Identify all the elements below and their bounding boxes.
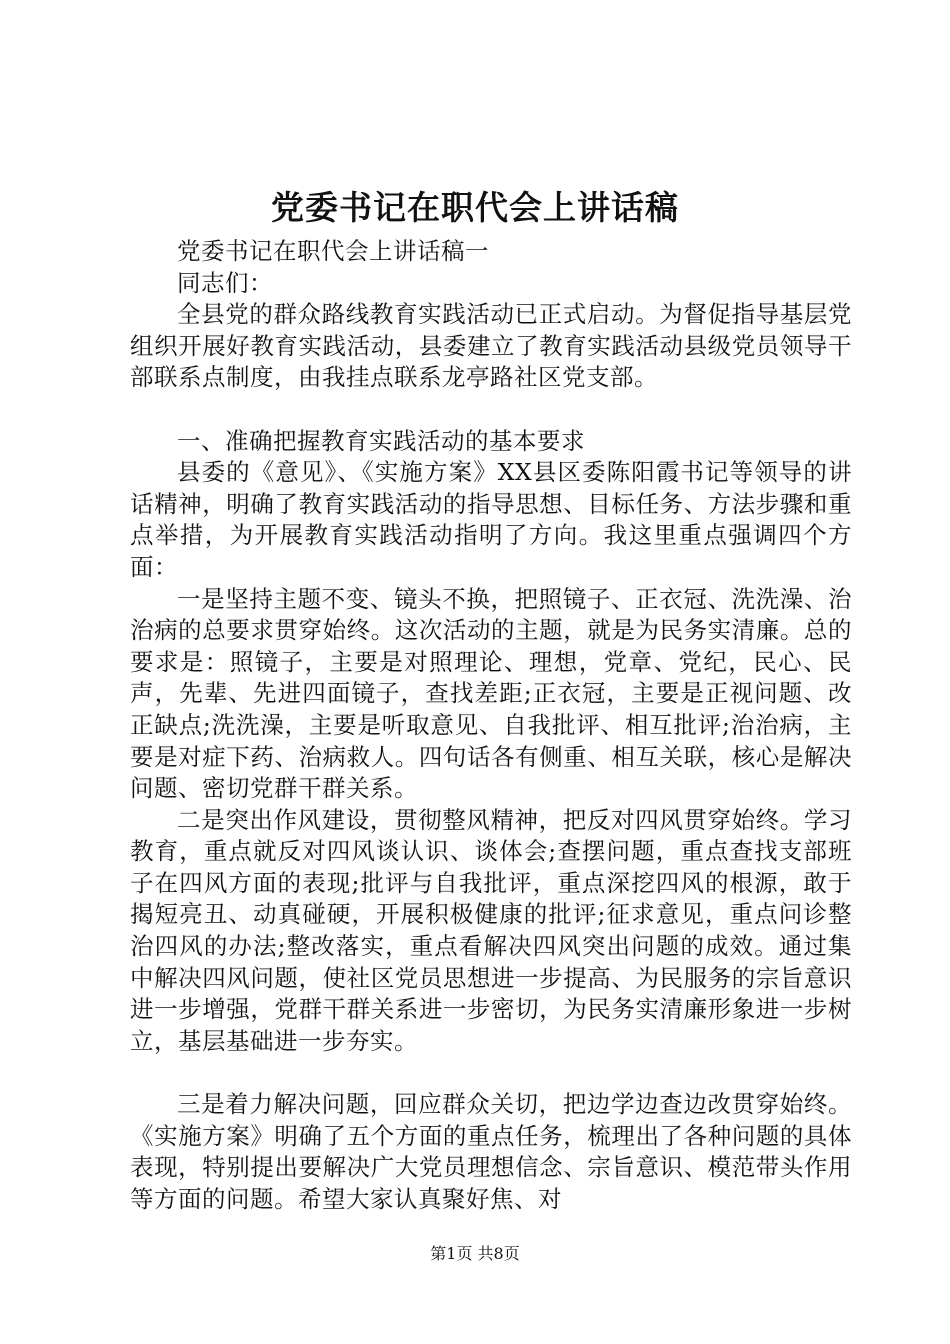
paragraph-requirements: 县委的《意见》、《实施方案》XX县区委陈阳霞书记等领导的讲话精神，明确了教育实践活动的指导思想、目标任务、方法步骤和重点举措，为开展教育实践活动指明了方向。我这里重点强调四个方面： bbox=[130, 458, 852, 581]
paragraph-intro: 全县党的群众路线教育实践活动已正式启动。为督促指导基层党组织开展好教育实践活动，县委建立了教育实践活动县级党员领导干部联系点制度，由我挂点联系龙亭路社区党支部。 bbox=[130, 300, 852, 392]
page-number-footer: 第1页 共8页 bbox=[430, 1244, 520, 1263]
paragraph-point-2: 二是突出作风建设，贯彻整风精神，把反对四风贯穿始终。学习教育，重点就反对四风谈认识、谈体会;查摆问题，重点查找支部班子在四风方面的表现;批评与自我批评，重点深挖四风的根源，敢于揭短亮丑、动真碰硬，开展积极健康的批评;征求意见，重点问诊整治四风的办法;整改落实，重点看解决四风突出问题的成效。通过集中解决四风问题，使社区党员思想进一步提高、为民服务的宗旨意识进一步增强，党群干群关系进一步密切，为民务实清廉形象进一步树立，基层基础进一步夯实。 bbox=[130, 805, 852, 1055]
document-title: 党委书记在职代会上讲话稿 bbox=[271, 188, 679, 227]
paragraph-subtitle: 党委书记在职代会上讲话稿一 bbox=[177, 237, 489, 265]
paragraph-point-1: 一是坚持主题不变、镜头不换，把照镜子、正衣冠、洗洗澡、治治病的总要求贯穿始终。这次活动的主题，就是为民务实清廉。总的要求是：照镜子，主要是对照理论、理想，党章、党纪，民心、民声，先辈、先进四面镜子，查找差距;正衣冠，主要是正视问题、改正缺点;洗洗澡，主要是听取意见、自我批评、相互批评;治治病，主要是对症下药、治病救人。四句话各有侧重、相互关联，核心是解决问题、密切党群干群关系。 bbox=[130, 584, 852, 803]
paragraph-salutation: 同志们： bbox=[177, 268, 273, 297]
paragraph-point-3: 三是着力解决问题，回应群众关切，把边学边查边改贯穿始终。《实施方案》明确了五个方面的重点任务，梳理出了各种问题的具体表现，特别提出要解决广大党员理想信念、宗旨意识、模范带头作用等方面的问题。希望大家认真聚好焦、对 bbox=[130, 1090, 852, 1213]
section-heading-1: 一、准确把握教育实践活动的基本要求 bbox=[177, 426, 585, 455]
document-body bbox=[130, 236, 852, 1215]
